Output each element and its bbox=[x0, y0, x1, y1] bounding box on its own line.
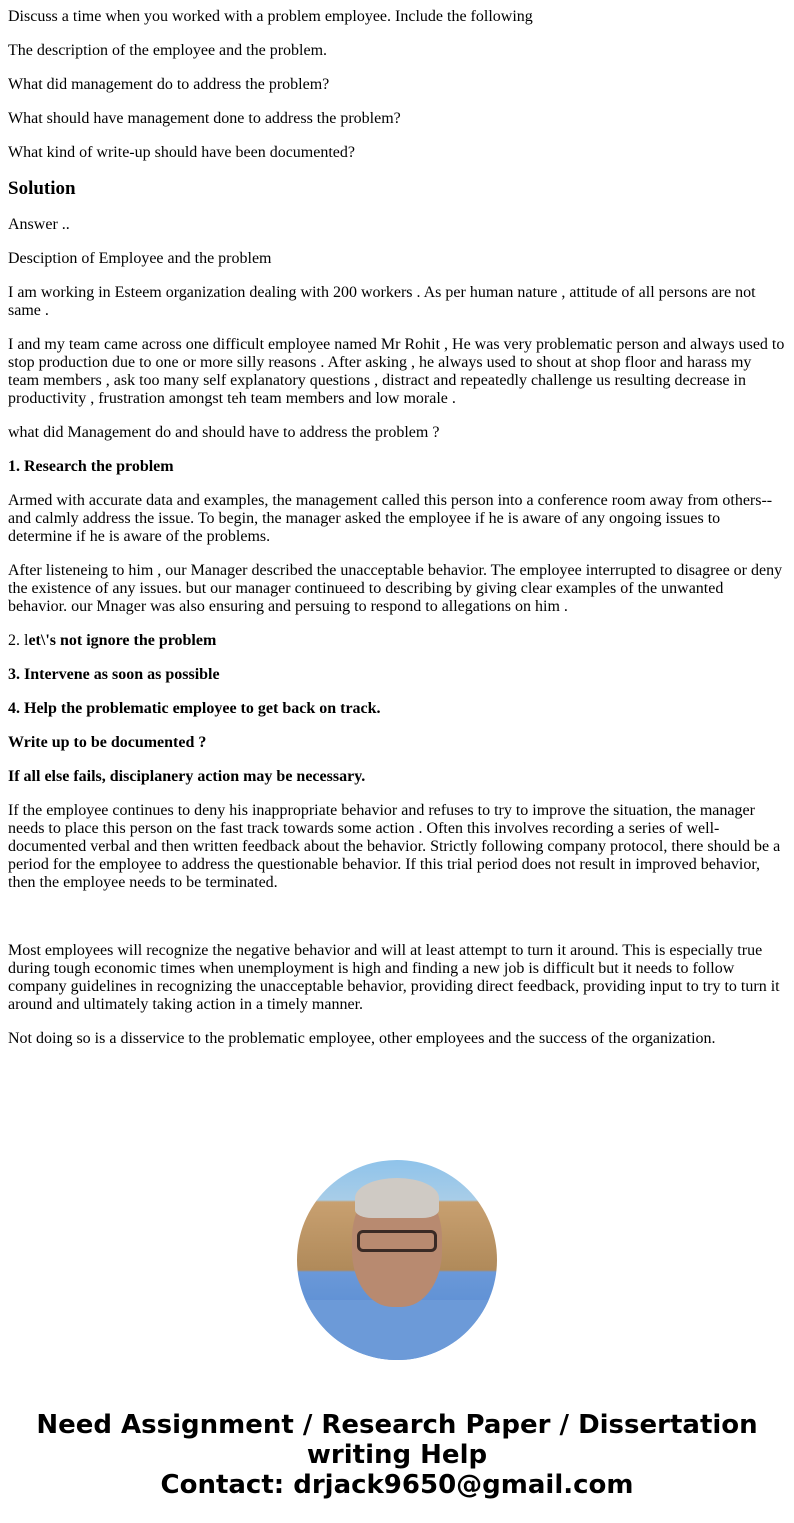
author-avatar bbox=[297, 1160, 497, 1360]
question-item: What did management do to address the problem? bbox=[8, 76, 330, 93]
spacer bbox=[8, 908, 786, 926]
management-question: what did Management do and should have to address the problem ? bbox=[8, 424, 440, 441]
step-2-prefix: 2. l bbox=[8, 632, 29, 649]
question-intro: Discuss a time when you worked with a problem employee. Include the following bbox=[8, 8, 533, 25]
footer-help-text: Need Assignment / Research Paper / Dissertation writing Help bbox=[36, 1410, 758, 1470]
description-heading: Desciption of Employee and the problem bbox=[8, 250, 272, 267]
answer-label: Answer .. bbox=[8, 216, 70, 233]
avatar-shirt bbox=[297, 1300, 497, 1360]
avatar-hair bbox=[355, 1178, 439, 1218]
solution-heading: Solution bbox=[8, 178, 76, 199]
paragraph: I am working in Esteem organization dealing with 200 workers . As per human nature , attitude of all persons are not same . bbox=[8, 284, 756, 319]
question-item: What kind of write-up should have been documented? bbox=[8, 144, 355, 161]
step-4-text: 4. Help the problematic employee to get back on track. bbox=[8, 700, 381, 717]
paragraph: I and my team came across one difficult employee named Mr Rohit , He was very problematic person and always used to stop production due to one or more silly reasons . After asking , he always used to shout at shop floor and harass my team members , ask too many self explanatory questions , distract and repeatedly challenge us resulting decrease in productivity , frustration amongst teh team members and low morale . bbox=[8, 336, 785, 407]
paragraph: Most employees will recognize the negative behavior and will at least attempt to turn it around. This is especially true during tough economic times when unemployment is high and finding a new job is difficult but it needs to follow company guidelines in recognizing the unacceptable behavior, providing direct feedback, providing input to try to turn it around and ultimately taking action in a timely manner. bbox=[8, 942, 780, 1013]
writeup-heading bbox=[8, 734, 786, 752]
avatar-glasses bbox=[357, 1230, 437, 1252]
paragraph: Armed with accurate data and examples, the management called this person into a conference room away from others--and calmly address the issue. To begin, the manager asked the employee if he is aware of any ongoing issues to determine if he is aware of the problems. bbox=[8, 492, 773, 545]
footer-contact: Contact: drjack9650@gmail.com bbox=[160, 1470, 634, 1500]
paragraph: If the employee continues to deny his inappropriate behavior and refuses to try to improve the situation, the manager needs to place this person on the fast track towards some action . Often this involves recording a series of well-documented verbal and then written feedback about the behavior. Strictly following company protocol, there should be a period for the employee to address the questionable behavior. If this trial period does not result in improved behavior, then the employee needs to be terminated. bbox=[8, 802, 781, 891]
question-item: The description of the employee and the problem. bbox=[8, 42, 328, 59]
step-3-text: 3. Intervene as soon as possible bbox=[8, 666, 220, 683]
writeup-text: Write up to be documented ? bbox=[8, 734, 207, 751]
step-2-text: et\'s not ignore the problem bbox=[28, 632, 217, 649]
step-1-text: 1. Research the problem bbox=[8, 458, 174, 475]
step-2-heading bbox=[8, 632, 786, 650]
fails-text: If all else fails, disciplanery action may be necessary. bbox=[8, 768, 366, 785]
paragraph: Not doing so is a disservice to the problematic employee, other employees and the success of the organization. bbox=[8, 1030, 716, 1047]
paragraph: After listeneing to him , our Manager described the unacceptable behavior. The employee interrupted to disagree or deny the existence of any issues. but our manager continueed to describing by giving clear examples of the unwanted behavior. our Mnager was also ensuring and persuing to respond to allegations on him . bbox=[8, 562, 783, 615]
step-1-heading bbox=[8, 458, 786, 476]
step-3-heading bbox=[8, 666, 786, 684]
fails-heading bbox=[8, 768, 786, 786]
avatar-container bbox=[8, 1160, 786, 1360]
footer-banner bbox=[8, 1410, 786, 1500]
step-4-heading bbox=[8, 700, 786, 718]
question-item: What should have management done to address the problem? bbox=[8, 110, 401, 127]
